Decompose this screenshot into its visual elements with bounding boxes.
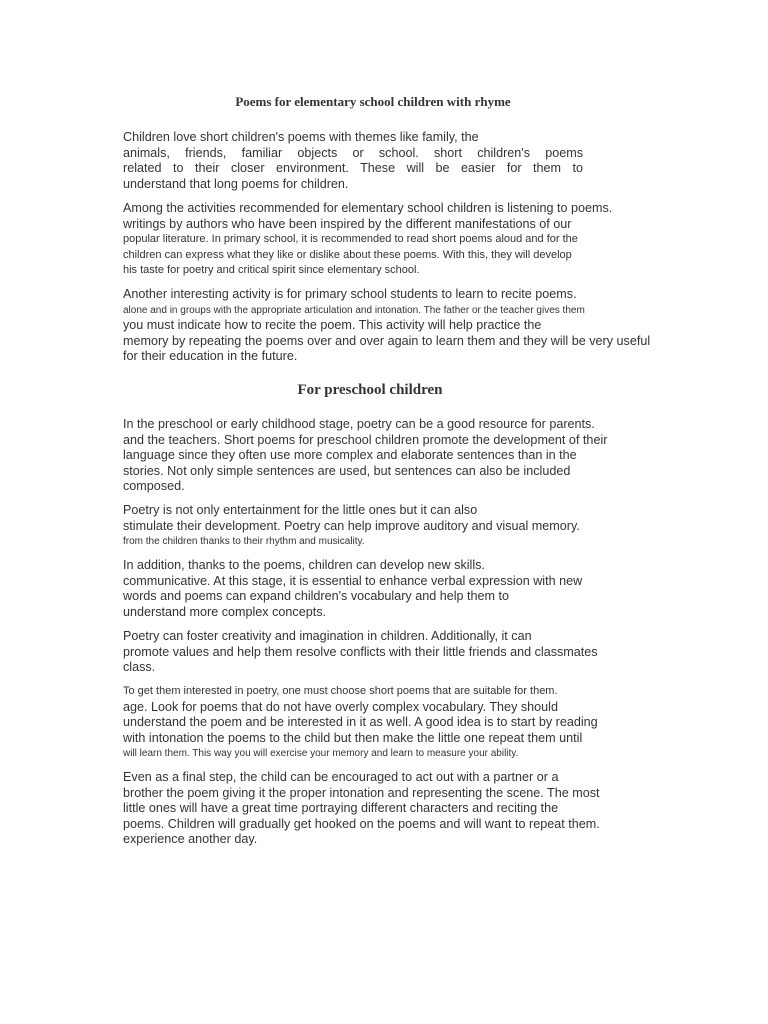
paragraph xyxy=(123,684,683,762)
text-line: understand the poem and be interested in it as well. A good idea is to start by reading xyxy=(123,715,598,730)
paragraph xyxy=(123,558,683,620)
text-line: age. Look for poems that do not have overly complex vocabulary. They should xyxy=(123,699,558,714)
text-line: for their education in the future. xyxy=(123,349,298,364)
paragraph xyxy=(123,201,683,279)
paragraph xyxy=(123,629,683,676)
text-line: stimulate their development. Poetry can help improve auditory and visual memory. xyxy=(123,518,580,533)
text-line: Poetry can foster creativity and imagination in children. Additionally, it can xyxy=(123,629,532,643)
text-line: Among the activities recommended for elementary school children is listening to poems. xyxy=(123,201,613,215)
paragraph xyxy=(123,770,683,848)
text-line: with intonation the poems to the child but then make the little one repeat them until xyxy=(123,730,583,745)
text-line: To get them interested in poetry, one must choose short poems that are suitable for them. xyxy=(123,685,558,697)
text-line: poems. Children will gradually get hooked on the poems and will want to repeat them. xyxy=(123,816,600,831)
text-line: stories. Not only simple sentences are used, but sentences can also be included xyxy=(123,463,571,478)
text-line: and the teachers. Short poems for preschool children promote the development of their xyxy=(123,432,608,447)
paragraph xyxy=(123,130,683,192)
document-title: Poems for elementary school children with rhyme xyxy=(235,94,511,109)
text-line: animals, friends, familiar objects or school. short children's poems xyxy=(123,145,583,160)
paragraph xyxy=(123,503,683,550)
text-line: Children love short children's poems with themes like family, the xyxy=(123,130,479,144)
text-line: little ones will have a great time portraying different characters and reciting the xyxy=(123,801,559,816)
text-line: Poetry is not only entertainment for the little ones but it can also xyxy=(123,503,478,517)
text-line: brother the poem giving it the proper intonation and representing the scene. The most xyxy=(123,785,600,800)
text-line: alone and in groups with the appropriate articulation and intonation. The father or the teacher gives them xyxy=(123,304,585,316)
text-line: children can express what they like or dislike about these poems. With this, they will develop xyxy=(123,248,572,261)
paragraph xyxy=(123,417,683,495)
text-line: writings by authors who have been inspired by the different manifestations of our xyxy=(123,216,572,231)
paragraph xyxy=(123,287,683,365)
text-line: words and poems can expand children's vocabulary and help them to xyxy=(123,589,510,604)
text-line: promote values and help them resolve conflicts with their little friends and classmates xyxy=(123,644,598,659)
text-line: from the children thanks to their rhythm and musicality. xyxy=(123,536,365,548)
text-line: understand that long poems for children. xyxy=(123,176,349,191)
text-line: memory by repeating the poems over and over again to learn them and they will be very useful xyxy=(123,333,651,348)
text-line: class. xyxy=(123,660,156,675)
text-line: communicative. At this stage, it is essential to enhance verbal expression with new xyxy=(123,573,583,588)
text-line: Another interesting activity is for primary school students to learn to recite poems. xyxy=(123,287,577,301)
text-line: will learn them. This way you will exercise your memory and learn to measure your ability. xyxy=(123,748,519,760)
text-line: popular literature. In primary school, it is recommended to read short poems aloud and for the xyxy=(123,233,578,246)
text-line: his taste for poetry and critical spirit since elementary school. xyxy=(123,264,420,277)
text-line: composed. xyxy=(123,479,185,494)
text-line: understand more complex concepts. xyxy=(123,604,327,619)
text-line: Even as a final step, the child can be encouraged to act out with a partner or a xyxy=(123,770,559,784)
section-title: For preschool children xyxy=(297,382,443,398)
text-line: experience another day. xyxy=(123,832,258,847)
text-line: you must indicate how to recite the poem. This activity will help practice the xyxy=(123,318,542,333)
text-line: In the preschool or early childhood stage, poetry can be a good resource for parents. xyxy=(123,417,595,431)
text-line: In addition, thanks to the poems, children can develop new skills. xyxy=(123,558,485,572)
text-line: related to their closer environment. These will be easier for them to xyxy=(123,161,583,176)
text-line: language since they often use more complex and elaborate sentences than in the xyxy=(123,448,577,463)
